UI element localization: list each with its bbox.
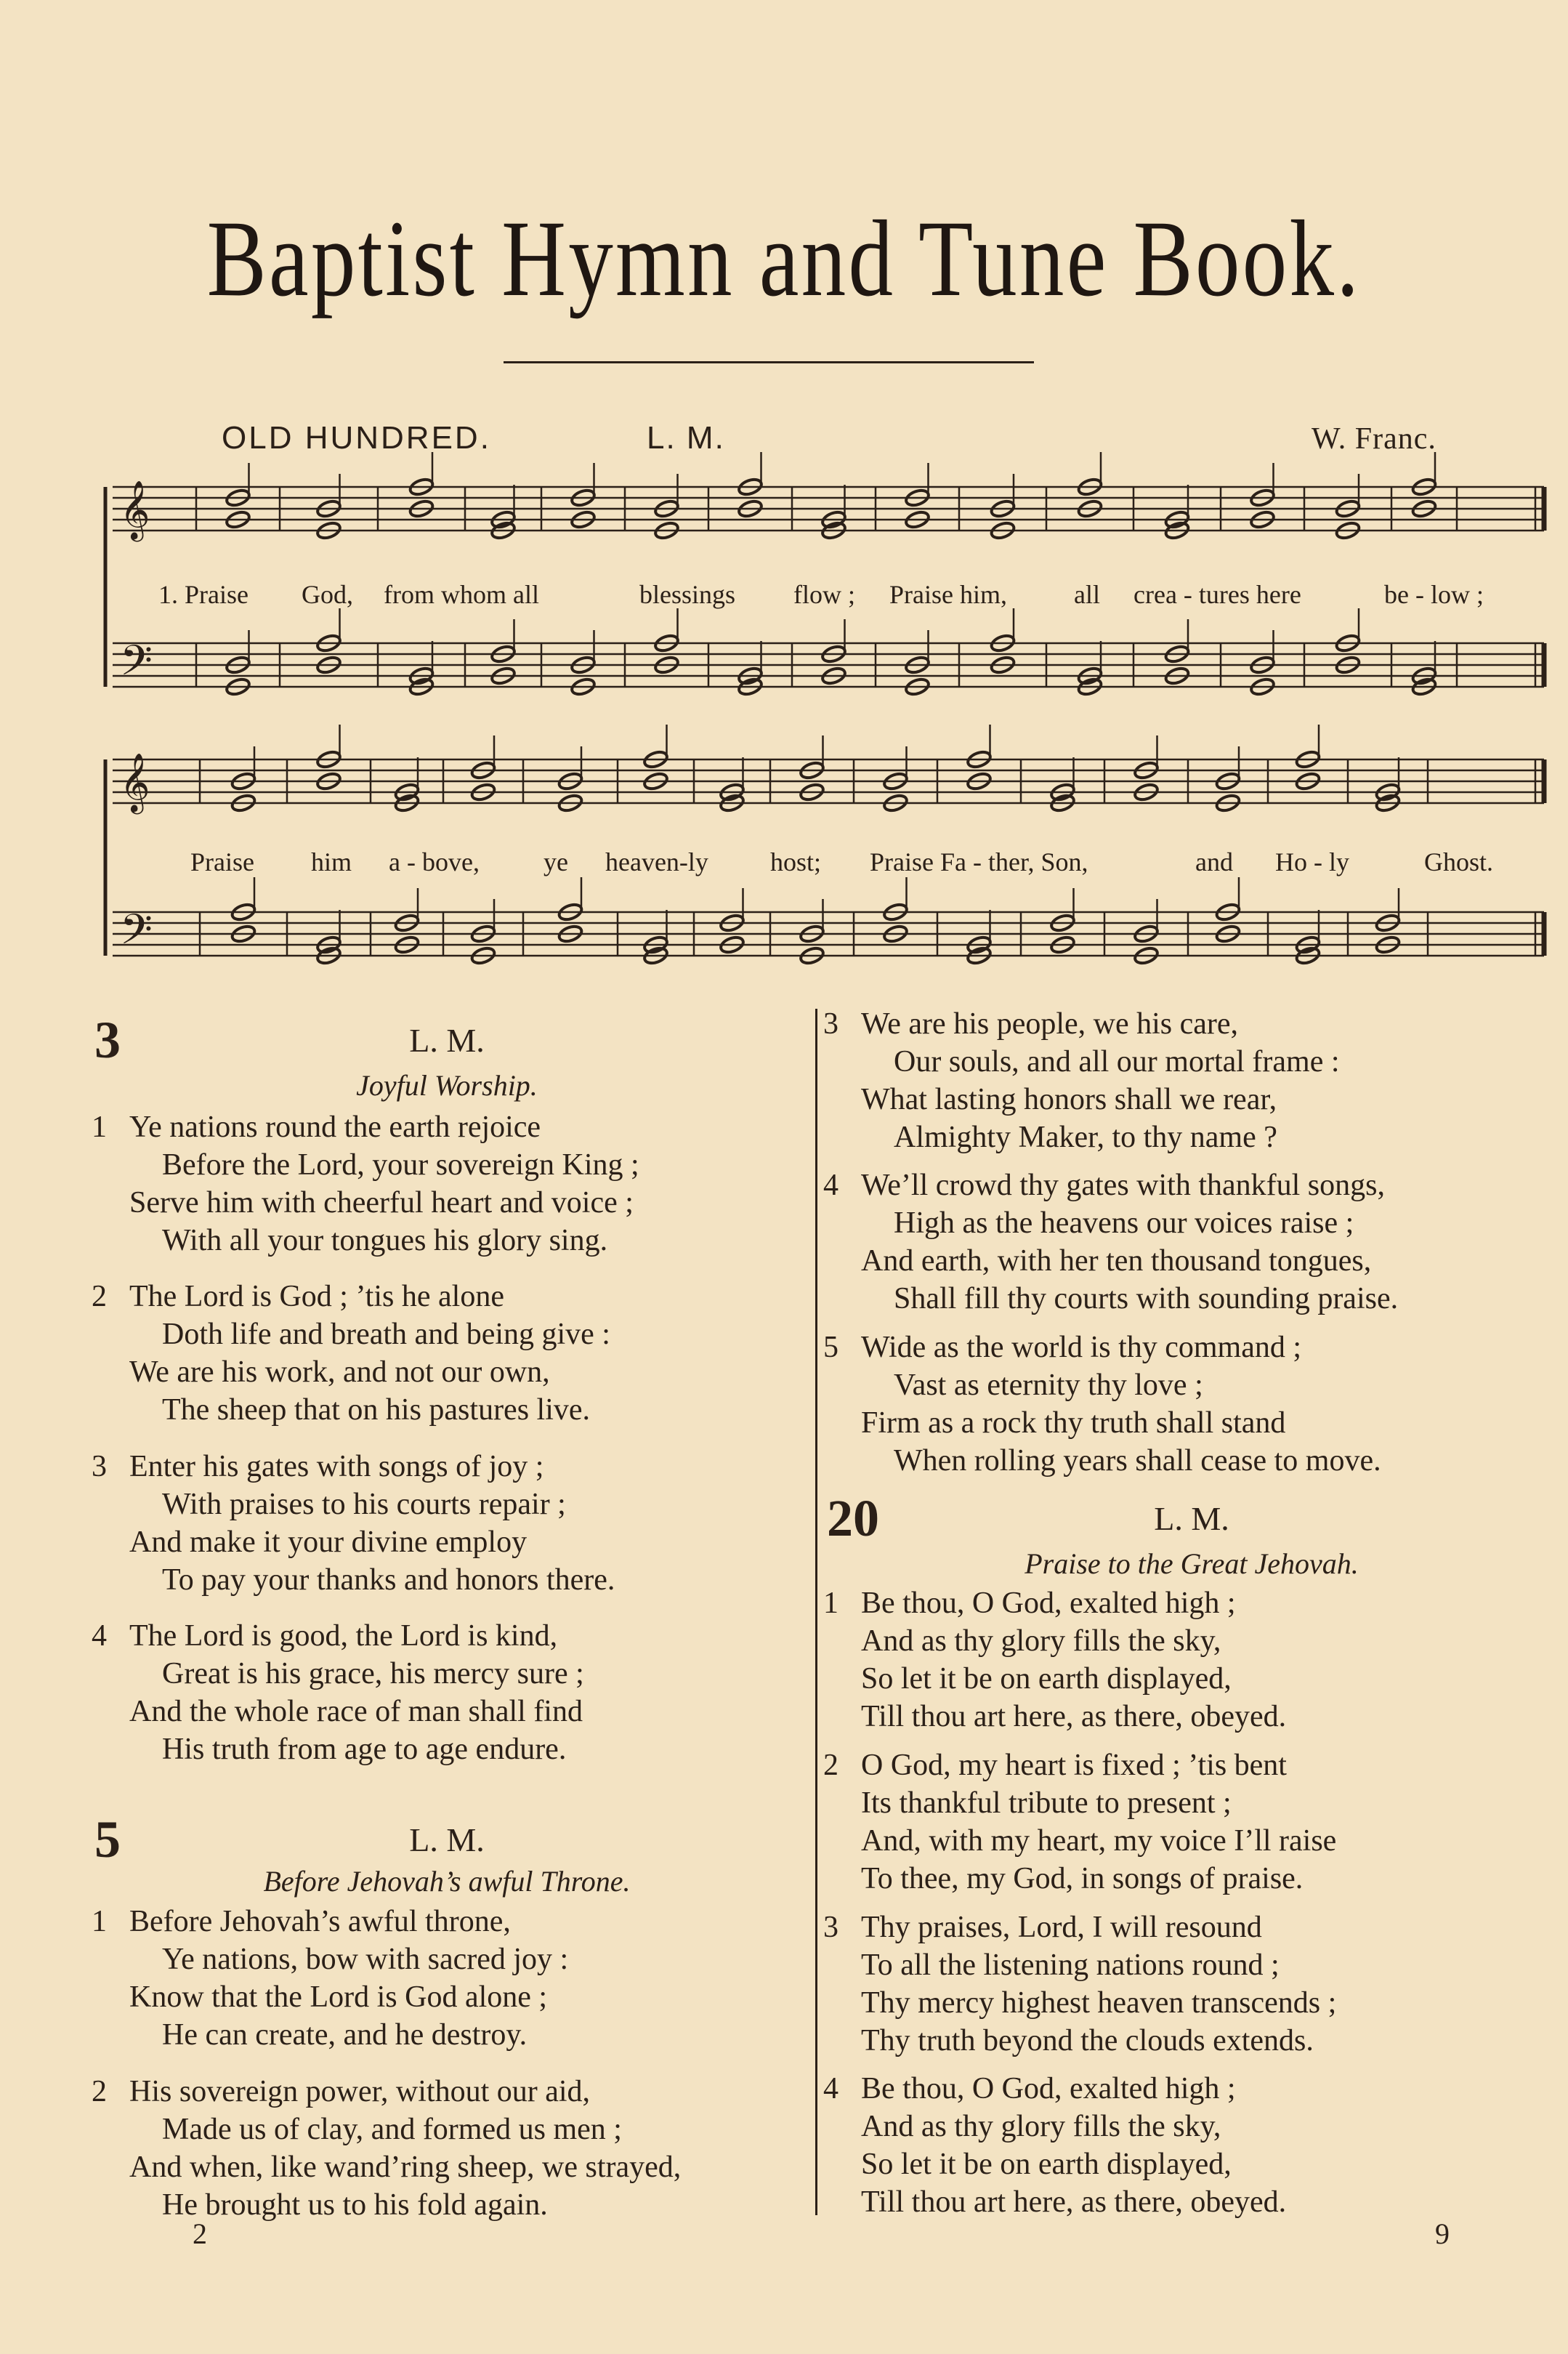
stanza: [823, 1329, 1381, 1480]
verse-line: And as thy glory fills the sky,: [861, 2110, 1221, 2143]
stanza: [92, 1448, 615, 1599]
verse-line: So let it be on earth displayed,: [861, 1662, 1232, 1696]
hymn-number: 3: [94, 1011, 121, 1069]
verse-line: To thee, my God, in songs of praise.: [861, 1862, 1304, 1895]
verse-line: We are his people, we his care,: [861, 1007, 1239, 1041]
stanza-number: 3: [823, 1007, 838, 1041]
verse-line: With praises to his courts repair ;: [162, 1488, 566, 1521]
column-divider: [815, 1009, 817, 2215]
stanza-number: 3: [823, 1911, 838, 1944]
hymn-subtitle: Joyful Worship.: [356, 1069, 538, 1102]
verse-line: Wide as the world is thy command ;: [861, 1331, 1302, 1364]
stanza: [92, 2073, 682, 2224]
verse-line: We’ll crowd thy gates with thankful songs,: [861, 1169, 1385, 1202]
lyric-syllable: host;: [770, 847, 822, 876]
lyric-syllable: 1. Praise: [158, 580, 248, 609]
lyric-syllable: and: [1195, 847, 1233, 876]
verse-line: Great is his grace, his mercy sure ;: [162, 1657, 584, 1690]
bass-clef-icon: 𝄢: [120, 636, 153, 696]
stanza-number: 5: [823, 1331, 838, 1364]
verse-line: Our souls, and all our mortal frame :: [894, 1045, 1340, 1079]
verse-line: The sheep that on his pastures live.: [162, 1393, 591, 1427]
verse-line: And make it your divine employ: [129, 1525, 528, 1559]
stanza-number: 2: [92, 1280, 107, 1313]
page-number-right: 9: [1435, 2217, 1450, 2250]
lyric-syllable: Ghost.: [1424, 847, 1494, 876]
verse-line: Firm as a rock thy truth shall stand: [861, 1406, 1286, 1440]
lyric-syllable: Praise Fa - ther, Son,: [870, 847, 1088, 876]
verse-line: And, with my heart, my voice I’ll raise: [861, 1824, 1337, 1858]
verse-line: The Lord is God ; ’tis he alone: [129, 1280, 504, 1313]
verse-line: His sovereign power, without our aid,: [129, 2075, 591, 2108]
verse-line: Before the Lord, your sovereign King ;: [162, 1148, 639, 1182]
stanza-number: 2: [92, 2075, 107, 2108]
verse-line: His truth from age to age endure.: [162, 1733, 567, 1766]
tune-composer: W. Franc.: [1312, 422, 1436, 456]
verse-line: With all your tongues his glory sing.: [162, 1224, 608, 1257]
hymn-number: 5: [94, 1810, 121, 1869]
stanza-number: 1: [823, 1587, 838, 1620]
stanza-number: 4: [823, 1169, 838, 1202]
verse-line: And earth, with her ten thousand tongues,: [861, 1244, 1372, 1278]
verse-line: And as thy glory fills the sky,: [861, 1624, 1221, 1658]
verse-line: Almighty Maker, to thy name ?: [894, 1121, 1277, 1154]
verse-line: He brought us to his fold again.: [162, 2188, 548, 2222]
hymn-meter: L. M.: [409, 1022, 485, 1059]
lyric-syllable: him: [311, 847, 352, 876]
hymn-meter: L. M.: [409, 1821, 485, 1858]
page-number-left: 2: [193, 2217, 207, 2250]
lyric-syllable: God,: [302, 580, 353, 609]
lyric-syllable: crea - tures here: [1133, 580, 1301, 609]
stanza-number: 4: [92, 1619, 107, 1653]
lyric-syllable: ye: [543, 847, 568, 876]
verse-line: Be thou, O God, exalted high ;: [861, 2072, 1236, 2105]
hymn-meter: L. M.: [1154, 1500, 1229, 1537]
verse-line: Till thou art here, as there, obeyed.: [861, 2185, 1287, 2219]
stanza: [823, 1746, 1337, 1898]
verse-line: Thy truth beyond the clouds extends.: [861, 2024, 1314, 2057]
lyric-syllable: all: [1074, 580, 1100, 609]
tune-meter: L. M.: [647, 420, 725, 456]
verse-line: Be thou, O God, exalted high ;: [861, 1587, 1236, 1620]
verse-line: O God, my heart is fixed ; ’tis bent: [861, 1749, 1287, 1782]
lyric-syllable: Praise him,: [889, 580, 1007, 609]
verse-line: The Lord is good, the Lord is kind,: [129, 1619, 558, 1653]
stanza-number: 4: [823, 2072, 838, 2105]
stanza: [92, 1617, 584, 1768]
verse-line: Made us of clay, and formed us men ;: [162, 2113, 622, 2146]
verse-line: High as the heavens our voices raise ;: [894, 1206, 1354, 1240]
stanza-number: 3: [92, 1450, 107, 1483]
book-title: Baptist Hymn and Tune Book.: [206, 198, 1362, 319]
stanza: [92, 1278, 610, 1429]
hymn-number: 20: [827, 1489, 879, 1547]
lyric-syllable: Praise: [190, 847, 254, 876]
stanza: [92, 1903, 569, 2054]
verse-line: What lasting honors shall we rear,: [861, 1083, 1277, 1116]
lyric-syllable: blessings: [639, 580, 736, 609]
stanza: [823, 1584, 1287, 1736]
stanza: [823, 2070, 1287, 2221]
treble-clef-icon: 𝄞: [120, 480, 150, 539]
verse-line: Doth life and breath and being give :: [162, 1318, 610, 1351]
stanza: [92, 1108, 639, 1259]
stanza-number: 1: [92, 1905, 107, 1938]
verse-line: Ye nations, bow with sacred joy :: [162, 1943, 569, 1976]
verse-line: And when, like wand’ring sheep, we strayed,: [129, 2151, 682, 2184]
stanza: [823, 1166, 1399, 1318]
lyric-syllable: be - low ;: [1384, 580, 1484, 609]
bass-clef-icon: 𝄢: [120, 905, 153, 964]
verse-line: Enter his gates with songs of joy ;: [129, 1450, 544, 1483]
verse-line: Know that the Lord is God alone ;: [129, 1980, 548, 2014]
hymn-subtitle: Before Jehovah’s awful Throne.: [263, 1865, 631, 1898]
verse-line: And the whole race of man shall find: [129, 1695, 583, 1728]
verse-line: Serve him with cheerful heart and voice ;: [129, 1186, 634, 1220]
lyric-syllable: Ho - ly: [1275, 847, 1349, 876]
verse-line: He can create, and he destroy.: [162, 2018, 528, 2052]
stanza-number: 2: [823, 1749, 838, 1782]
verse-line: To all the listening nations round ;: [861, 1948, 1280, 1982]
verse-line: We are his work, and not our own,: [129, 1355, 550, 1389]
verse-line: So let it be on earth displayed,: [861, 2148, 1232, 2181]
verse-line: Vast as eternity thy love ;: [894, 1369, 1203, 1402]
stanza-number: 1: [92, 1111, 107, 1144]
hymn-subtitle: Praise to the Great Jehovah.: [1025, 1547, 1359, 1580]
verse-line: Thy praises, Lord, I will resound: [861, 1911, 1262, 1944]
lyric-syllable: from whom all: [384, 580, 539, 609]
verse-line: Shall fill thy courts with sounding praise.: [894, 1282, 1399, 1315]
verse-line: Before Jehovah’s awful throne,: [129, 1905, 511, 1938]
verse-line: When rolling years shall cease to move.: [894, 1444, 1381, 1478]
lyric-syllable: heaven-ly: [605, 847, 708, 876]
tune-name: OLD HUNDRED.: [222, 420, 491, 456]
stanza: [823, 1908, 1337, 2060]
lyric-syllable: a - bove,: [389, 847, 480, 876]
verse-line: Its thankful tribute to present ;: [861, 1786, 1232, 1820]
verse-line: Thy mercy highest heaven transcends ;: [861, 1986, 1337, 2020]
lyric-syllable: flow ;: [793, 580, 855, 609]
verse-line: Ye nations round the earth rejoice: [129, 1111, 541, 1144]
verse-line: Till thou art here, as there, obeyed.: [861, 1700, 1287, 1733]
verse-line: To pay your thanks and honors there.: [162, 1563, 615, 1597]
stanza: [823, 1005, 1340, 1156]
treble-clef-icon: 𝄞: [120, 752, 150, 812]
